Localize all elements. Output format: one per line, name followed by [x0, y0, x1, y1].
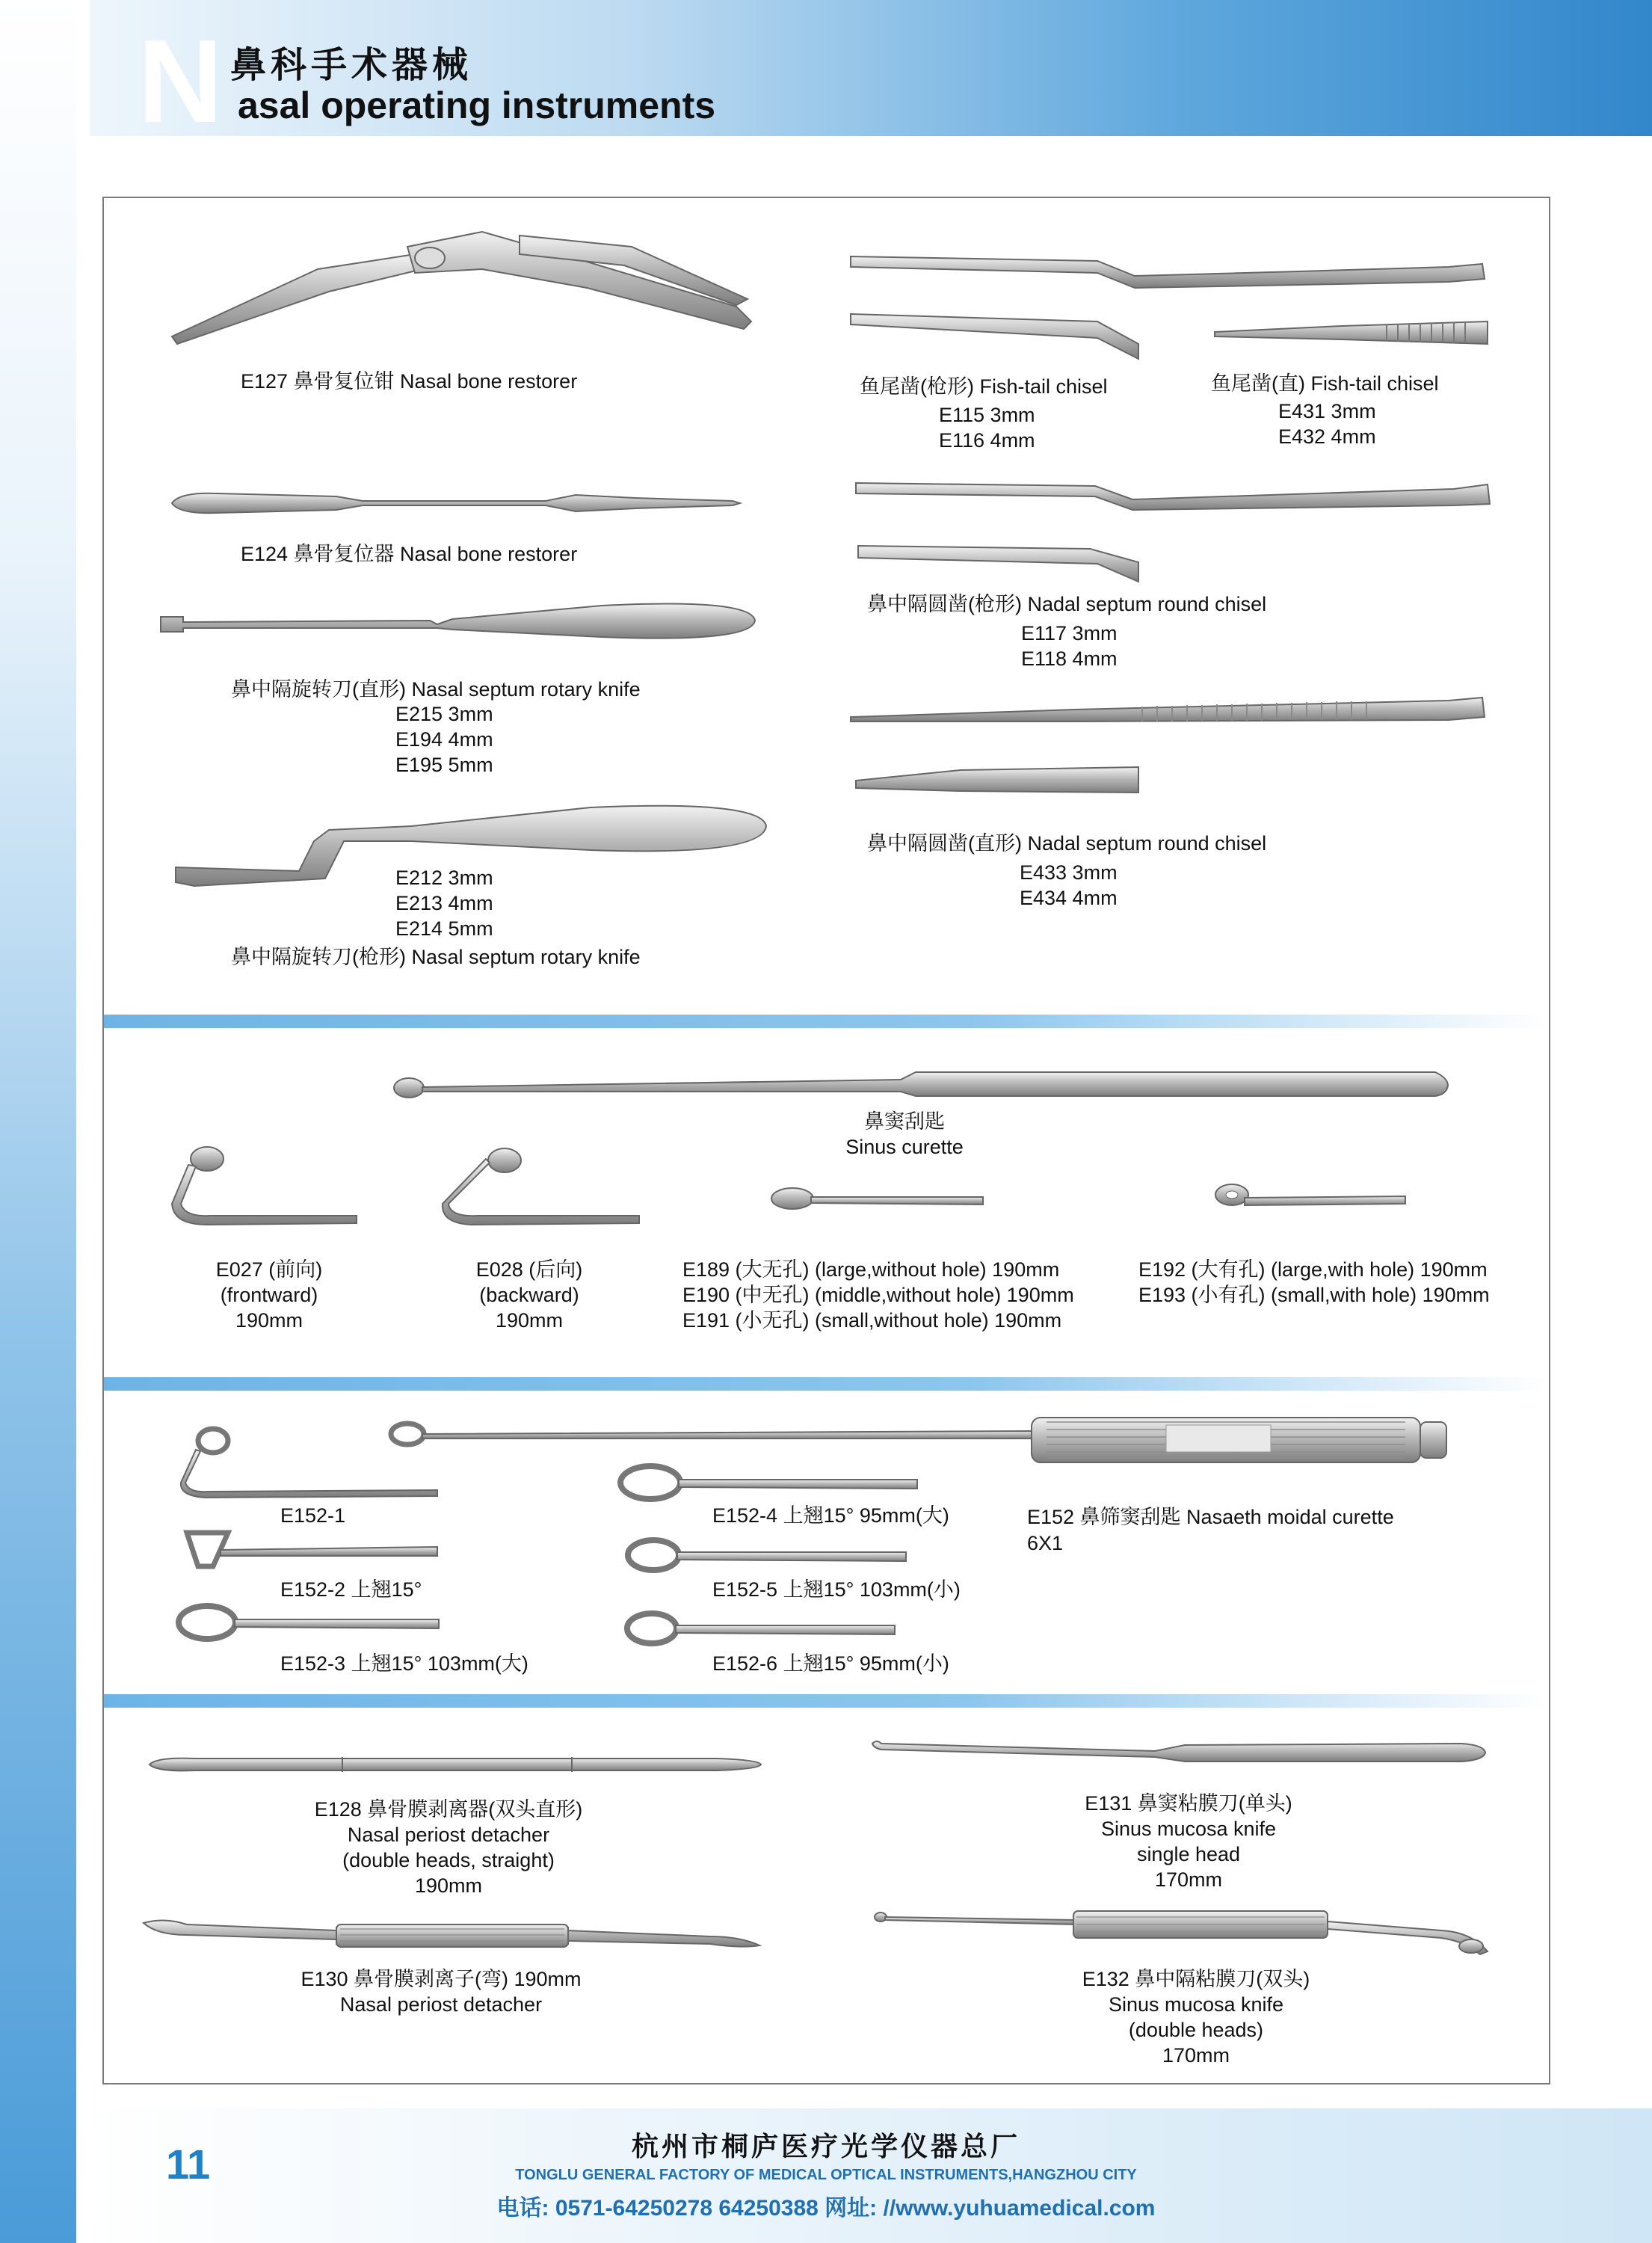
- e192-label: E192 (大有孔) (large,with hole) 190mm: [1138, 1258, 1488, 1281]
- e028-line1: E028 (后向): [475, 1258, 583, 1281]
- e152-1-label: E152-1: [280, 1504, 346, 1527]
- left-sidebar-band: [0, 0, 76, 2243]
- e131-line3: single head: [1136, 1843, 1241, 1865]
- curette-e027-tip-image: [166, 1144, 360, 1226]
- rotary-bayonet-title: 鼻中隔旋转刀(枪形) Nasal septum rotary knife: [231, 946, 641, 968]
- fishtail-chisel-bayonet-handle-image: [851, 249, 1486, 294]
- footer-company-cn: 杭州市桐庐医疗光学仪器总厂: [631, 2131, 1020, 2162]
- fishtail-chisel-straight-image: [1215, 314, 1491, 351]
- fishtail-straight-title: 鱼尾凿(直) Fish-tail chisel: [1211, 372, 1439, 395]
- e152-4-tip-image: [614, 1462, 921, 1507]
- e131-line2: Sinus mucosa knife: [1100, 1818, 1277, 1840]
- round-chisel-bayonet-handle-image: [856, 477, 1491, 514]
- e130-line2: Nasal periost detacher: [339, 1993, 543, 2016]
- ethmoid-curette-full-image: [389, 1413, 1450, 1469]
- header-big-letter: N: [138, 16, 224, 147]
- e027-line2: (frontward): [220, 1284, 318, 1306]
- e128-line4: 190mm: [414, 1874, 483, 1897]
- e152-6-label: E152-6 上翘15° 95mm(小): [712, 1652, 949, 1675]
- e131-line4: 170mm: [1154, 1868, 1223, 1891]
- rotary-straight-title: 鼻中隔旋转刀(直形) Nasal septum rotary knife: [231, 678, 641, 701]
- e130-periost-detacher-curved-image: [142, 1914, 762, 1951]
- e152-5-tip-image: [622, 1534, 910, 1579]
- e190-label: E190 (中无孔) (middle,without hole) 190mm: [682, 1284, 1074, 1306]
- e124-label: E124 鼻骨复位器 Nasal bone restorer: [241, 543, 578, 565]
- sinus-curette-title-en: Sinus curette: [845, 1136, 964, 1158]
- e131-sinus-mucosa-knife-image: [871, 1736, 1488, 1770]
- e152-title: E152 鼻筛窦刮匙 Nasaeth moidal curette: [1027, 1506, 1394, 1528]
- footer-contact: 电话: 0571-64250278 64250388 网址: //www.yuhuamedical.com: [496, 2196, 1156, 2221]
- round-bayonet-title: 鼻中隔圆凿(枪形) Nadal septum round chisel: [867, 593, 1267, 615]
- rotary-straight-e195: E195 5mm: [395, 754, 493, 776]
- fishtail-straight-e432: E432 4mm: [1278, 425, 1376, 448]
- e152-3-tip-image: [173, 1602, 441, 1646]
- rotary-bayonet-e212: E212 3mm: [395, 867, 493, 889]
- e132-line3: (double heads): [1128, 2019, 1264, 2041]
- curette-e192-tip-image: [1211, 1181, 1409, 1219]
- e132-line2: Sinus mucosa knife: [1108, 1993, 1284, 2016]
- fishtail-straight-e431: E431 3mm: [1278, 400, 1376, 422]
- e152-5-label: E152-5 上翘15° 103mm(小): [712, 1578, 961, 1601]
- e128-periost-detacher-image: [150, 1750, 762, 1779]
- rotary-straight-e194: E194 4mm: [395, 728, 493, 751]
- title-english: asal operating instruments: [238, 84, 716, 126]
- footer-company-en: TONGLU GENERAL FACTORY OF MEDICAL OPTICAL INSTRUMENTS,HANGZHOU CITY: [515, 2167, 1137, 2183]
- title-chinese: 鼻科手术器械: [230, 46, 473, 85]
- e189-label: E189 (大无孔) (large,without hole) 190mm: [682, 1258, 1060, 1281]
- page-number: 11: [166, 2141, 211, 2188]
- e152-4-label: E152-4 上翘15° 95mm(大): [712, 1504, 949, 1527]
- section-divider-2: [104, 1377, 1547, 1391]
- e152-subtitle: 6X1: [1027, 1532, 1064, 1554]
- fishtail-chisel-bayonet-tip-image: [851, 307, 1142, 366]
- e193-label: E193 (小有孔) (small,with hole) 190mm: [1138, 1284, 1490, 1306]
- section-divider-1: [104, 1015, 1547, 1028]
- e132-line4: 170mm: [1162, 2044, 1230, 2067]
- e152-1-tip-image: [179, 1424, 441, 1495]
- round-straight-title: 鼻中隔圆凿(直形) Nadal septum round chisel: [867, 832, 1267, 855]
- round-chisel-straight-tip-image: [856, 761, 1140, 799]
- e028-line3: 190mm: [495, 1309, 564, 1332]
- septum-rotary-knife-straight-image: [153, 591, 759, 650]
- curette-e028-tip-image: [441, 1144, 643, 1226]
- sinus-curette-full-image: [392, 1062, 1450, 1107]
- nasal-bone-restorer-rod-image: [172, 484, 740, 522]
- round-straight-e434: E434 4mm: [1020, 887, 1118, 909]
- round-straight-e433: E433 3mm: [1020, 861, 1118, 884]
- fishtail-bayonet-e116: E116 4mm: [939, 429, 1035, 452]
- e132-sinus-mucosa-knife-double-image: [873, 1905, 1490, 1957]
- e152-2-label: E152-2 上翘15°: [280, 1578, 422, 1601]
- nasal-bone-restorer-forceps-image: [168, 217, 759, 351]
- round-chisel-bayonet-tip-image: [858, 540, 1142, 585]
- round-bayonet-e117: E117 3mm: [1021, 622, 1118, 644]
- e027-line3: 190mm: [235, 1309, 303, 1332]
- fishtail-bayonet-e115: E115 3mm: [939, 404, 1035, 426]
- e128-line1: E128 鼻骨膜剥离器(双头直形): [314, 1798, 583, 1821]
- e132-line1: E132 鼻中隔粘膜刀(双头): [1082, 1968, 1310, 1990]
- e191-label: E191 (小无孔) (small,without hole) 190mm: [682, 1309, 1062, 1332]
- e127-label: E127 鼻骨复位钳 Nasal bone restorer: [241, 370, 578, 393]
- e128-line2: Nasal periost detacher: [347, 1824, 550, 1846]
- rotary-bayonet-e213: E213 4mm: [395, 892, 493, 914]
- curette-e189-tip-image: [770, 1185, 987, 1215]
- section-divider-3: [104, 1694, 1547, 1708]
- e027-line1: E027 (前向): [215, 1258, 323, 1281]
- fishtail-bayonet-title: 鱼尾凿(枪形) Fish-tail chisel: [860, 375, 1108, 398]
- round-bayonet-e118: E118 4mm: [1021, 647, 1118, 670]
- e152-2-tip-image: [183, 1529, 441, 1574]
- e131-line1: E131 鼻窦粘膜刀(单头): [1085, 1792, 1292, 1815]
- e152-6-tip-image: [622, 1607, 899, 1652]
- e130-line1: E130 鼻骨膜剥离子(弯) 190mm: [300, 1968, 582, 1990]
- rotary-bayonet-e214: E214 5mm: [395, 917, 493, 940]
- e128-line3: (double heads, straight): [342, 1849, 555, 1871]
- round-chisel-straight-handle-image: [851, 692, 1486, 729]
- sinus-curette-title-cn: 鼻窦刮匙: [864, 1110, 945, 1133]
- rotary-straight-e215: E215 3mm: [395, 703, 493, 725]
- e028-line2: (backward): [479, 1284, 579, 1306]
- e152-3-label: E152-3 上翘15° 103mm(大): [280, 1652, 528, 1675]
